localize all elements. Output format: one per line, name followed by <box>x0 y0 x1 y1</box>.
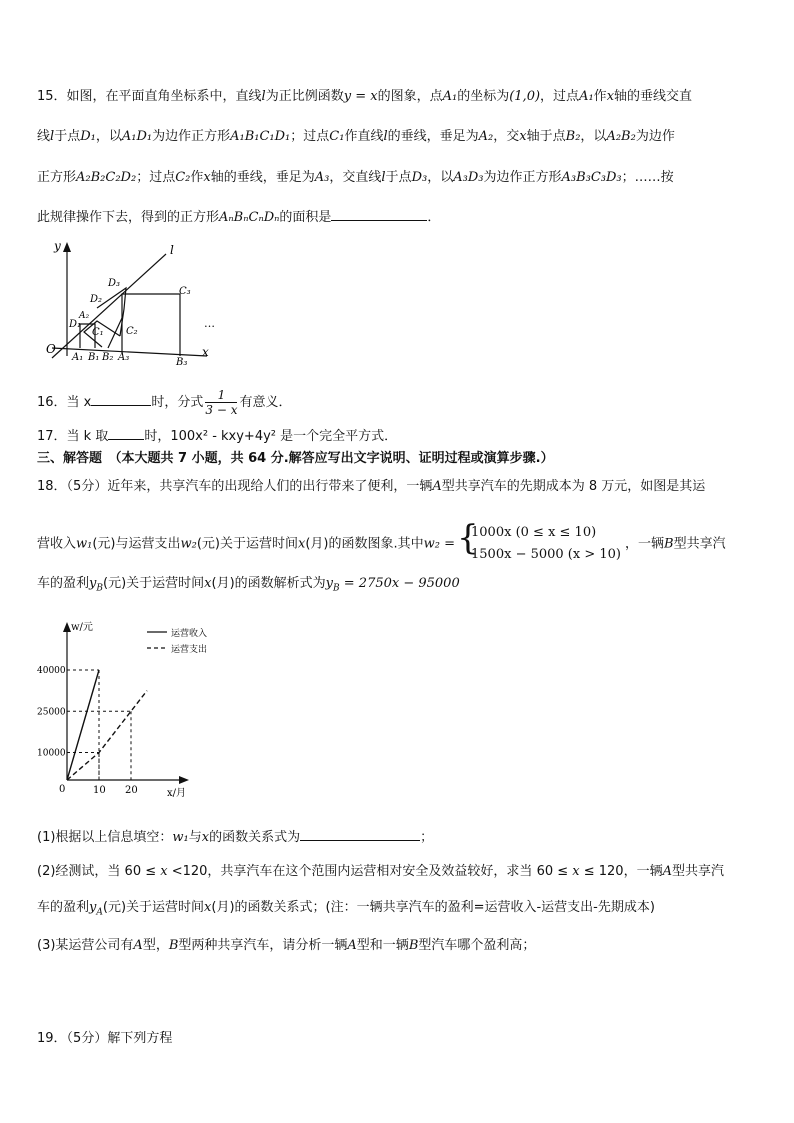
text: 车的盈利 <box>37 900 90 915</box>
math-sub: B <box>333 583 340 594</box>
text: 19．（5分）解下列方程 <box>37 1031 173 1046</box>
label-A3: A₃ <box>118 352 130 363</box>
x-tick-label-1: 20 <box>125 785 138 796</box>
text: <120，共享汽车在这个范围内运营相对安全及效益较好，求当 60 ≤ <box>167 864 573 879</box>
y-arrow <box>63 242 71 252</box>
x-tick-label-0: 10 <box>93 785 106 796</box>
label-B1: B₁ <box>88 352 100 363</box>
text: ． <box>427 210 441 225</box>
chart-ylabel: w/元 <box>71 622 93 633</box>
text: (元)关于运营时间 <box>102 900 205 915</box>
brace: { <box>457 518 479 558</box>
math: l <box>50 129 55 144</box>
q16-line <box>37 388 292 417</box>
math: A₃D₃ <box>453 170 484 185</box>
text: 型和一辆 <box>356 938 409 953</box>
label-C1: C₁ <box>92 327 104 338</box>
chart-xlabel: x/月 <box>167 788 187 799</box>
text: 于点 <box>54 129 81 144</box>
square-3 <box>122 294 180 356</box>
text: ，过点 <box>540 89 580 104</box>
text: (月)的函数关系式；(注：一辆共享汽车的盈利=运营收入-运营支出-先期成本) <box>211 900 655 915</box>
text: 16．当 x <box>37 395 92 410</box>
text: 作 <box>190 170 204 185</box>
label-x: x <box>202 345 209 359</box>
math: y <box>325 576 334 591</box>
q19-line <box>37 1029 172 1049</box>
math: C₁ <box>329 129 345 144</box>
q18-line3 <box>37 574 460 599</box>
math: AₙBₙCₙDₙ <box>219 210 280 225</box>
y-tick-label-1: 25000 <box>37 707 66 718</box>
text: (月)的函数解析式为 <box>211 576 326 591</box>
answer-blank[interactable] <box>91 391 151 406</box>
math: x <box>519 129 527 144</box>
q18-part2b <box>37 898 655 923</box>
label-O: O <box>46 342 56 356</box>
text: (月)的函数图象.其中 <box>305 536 424 552</box>
math: x <box>204 576 212 591</box>
text: ；……按 <box>621 170 674 185</box>
math: w₁ <box>76 536 93 552</box>
label-C2: C₂ <box>126 326 138 337</box>
math: A₁B₁C₁D₁ <box>230 129 291 144</box>
math: A₁D₁ <box>121 129 153 144</box>
math: D₁ <box>80 129 96 144</box>
math: y <box>89 576 97 591</box>
label-l: l <box>170 243 174 257</box>
text: ，一辆 <box>624 536 664 552</box>
text: 轴于点 <box>526 129 566 144</box>
q15-line2 <box>37 127 675 147</box>
text: ，以 <box>580 129 607 144</box>
text: ，交直线 <box>329 170 382 185</box>
text: 18．（5分）近年来，共享汽车的出现给人们的出行带来了便利，一辆 <box>37 479 433 494</box>
legend-expense: 运营支出 <box>171 645 208 655</box>
math: w₂ = <box>423 536 456 552</box>
denominator: 3 − x <box>205 403 238 417</box>
text: 正方形 <box>37 170 77 185</box>
math: A₁ <box>442 89 458 104</box>
text: ，以 <box>427 170 454 185</box>
text: 此规律操作下去，得到的正方形 <box>37 210 220 225</box>
math: A <box>432 479 442 494</box>
math: A <box>347 938 357 953</box>
math: x <box>572 864 580 879</box>
text: 与 <box>188 830 202 845</box>
label-B3: B₃ <box>176 357 188 368</box>
math-sub: A <box>96 907 103 918</box>
text: 为边作正方形 <box>152 129 231 144</box>
q18-line2 <box>37 518 726 566</box>
math: A₃ <box>314 170 330 185</box>
math: B <box>408 938 419 953</box>
label-D1: D₁ <box>69 319 82 330</box>
text: 时，分式 <box>151 395 204 410</box>
text: 为边作 <box>635 129 675 144</box>
fraction <box>205 388 237 417</box>
q15-line3 <box>37 168 674 188</box>
q18-part1 <box>37 826 433 848</box>
piecewise <box>457 518 621 566</box>
answer-blank[interactable] <box>300 826 420 841</box>
math: (1,0) <box>509 89 541 104</box>
math: l <box>381 170 386 185</box>
text: (3)某运营公司有 <box>37 938 134 953</box>
case-2: 1500x − 5000 (x > 10) <box>471 547 621 562</box>
math: x <box>298 536 306 552</box>
answer-blank[interactable] <box>331 206 427 221</box>
line-l <box>52 254 166 358</box>
text: 的函数关系式为 <box>209 830 301 845</box>
q18-part3 <box>37 936 535 956</box>
math: B <box>664 536 674 552</box>
math-sub: B <box>96 583 103 594</box>
chart-origin: 0 <box>59 784 66 795</box>
text: 有意义． <box>239 395 292 410</box>
text: 型两种共享汽车，请分析一辆 <box>178 938 348 953</box>
cases <box>471 522 621 566</box>
math: x <box>201 830 210 845</box>
numerator: 1 <box>205 388 237 403</box>
math: y = x <box>343 89 378 104</box>
q15-figure <box>42 236 232 372</box>
q18-chart <box>35 618 225 808</box>
math: A <box>662 864 672 879</box>
text: (元)关于运营时间 <box>103 576 205 591</box>
text: 的垂线，垂足为 <box>387 129 479 144</box>
text: 车的盈利 <box>37 576 90 591</box>
math: A₂B₂ <box>606 129 636 144</box>
text: ；过点 <box>290 129 330 144</box>
math: B₂ <box>565 129 581 144</box>
math: D₃ <box>411 170 428 185</box>
label-dots: … <box>204 317 215 330</box>
math: w₁ <box>172 830 189 845</box>
text: ，以 <box>95 129 122 144</box>
text: 为边作正方形 <box>483 170 562 185</box>
legend-income: 运营收入 <box>171 629 208 639</box>
text: 的坐标为 <box>457 89 510 104</box>
text: 的图象，点 <box>377 89 443 104</box>
y-tick-label-2: 10000 <box>37 748 66 759</box>
q17-line <box>37 425 397 447</box>
label-D2: D₂ <box>90 294 103 305</box>
math: x <box>203 170 211 185</box>
math: y <box>89 900 97 915</box>
text: 为正比例函数 <box>265 89 344 104</box>
label-C3: C₃ <box>179 286 191 297</box>
q15-line4 <box>37 206 440 228</box>
math: x <box>204 900 212 915</box>
text: 轴的垂线交直 <box>614 89 693 104</box>
text: 作 <box>593 89 607 104</box>
series-line-1 <box>67 691 147 780</box>
math: A₃B₃C₃D₃ <box>561 170 622 185</box>
text: 17．当 k 取 <box>37 429 109 444</box>
math: w₂ <box>180 536 197 552</box>
math: = 2750x − 95000 <box>339 576 460 591</box>
chart-x-arrow <box>179 776 189 784</box>
math: C₂ <box>175 170 191 185</box>
text: 15．如图，在平面直角坐标系中，直线 <box>37 89 262 104</box>
text: (2)经测试，当 60 ≤ <box>37 864 161 879</box>
text: 作直线 <box>344 129 384 144</box>
math: x <box>606 89 615 104</box>
text: ；过点 <box>136 170 176 185</box>
section-heading <box>37 449 554 469</box>
text: (1)根据以上信息填空： <box>37 830 173 845</box>
case-1: 1000x (0 ≤ x ≤ 10) <box>471 525 597 540</box>
text: ≤ 120，一辆 <box>579 864 663 879</box>
math: B <box>168 938 179 953</box>
math: A₂B₂C₂D₂ <box>76 170 137 185</box>
q18-line1 <box>37 477 705 497</box>
math: A₂ <box>478 129 494 144</box>
answer-blank[interactable] <box>108 425 144 440</box>
label-A1: A₁ <box>72 352 84 363</box>
text: 营收入 <box>37 536 77 552</box>
math: l <box>383 129 388 144</box>
y-tick-label-0: 40000 <box>37 666 66 676</box>
text: 型， <box>142 938 169 953</box>
chart-y-arrow <box>63 622 71 632</box>
label-y: y <box>54 239 61 253</box>
text: 型共享汽 <box>671 864 724 879</box>
text: ，交 <box>493 129 520 144</box>
math: x <box>160 864 168 879</box>
text: (元)与运营支出 <box>92 536 181 552</box>
label-B2: B₂ <box>102 352 114 363</box>
text: 的面积是 <box>279 210 332 225</box>
q15-line1 <box>37 87 692 107</box>
series-line-0 <box>67 670 99 780</box>
text: 型汽车哪个盈利高； <box>418 938 536 953</box>
text: (元)关于运营时间 <box>196 536 299 552</box>
text: ； <box>420 830 434 845</box>
text: 于点 <box>385 170 412 185</box>
text: 型共享汽车的先期成本为 8 万元，如图是其运 <box>441 479 706 494</box>
math: A₁ <box>579 89 594 104</box>
q18-part2 <box>37 862 724 882</box>
math: A <box>133 938 143 953</box>
text: 时，100x² - kxy+4y² 是一个完全平方式． <box>144 429 398 444</box>
text: 三、解答题 （本大题共 7 小题，共 64 分.解答应写出文字说明、证明过程或演算步骤.） <box>37 451 554 466</box>
label-D3: D₃ <box>108 278 121 289</box>
label-A2: A₂ <box>79 311 90 321</box>
text: 轴的垂线，垂足为 <box>210 170 315 185</box>
math: l <box>261 89 266 104</box>
text: 线 <box>37 129 51 144</box>
text: 型共享汽 <box>673 536 726 552</box>
